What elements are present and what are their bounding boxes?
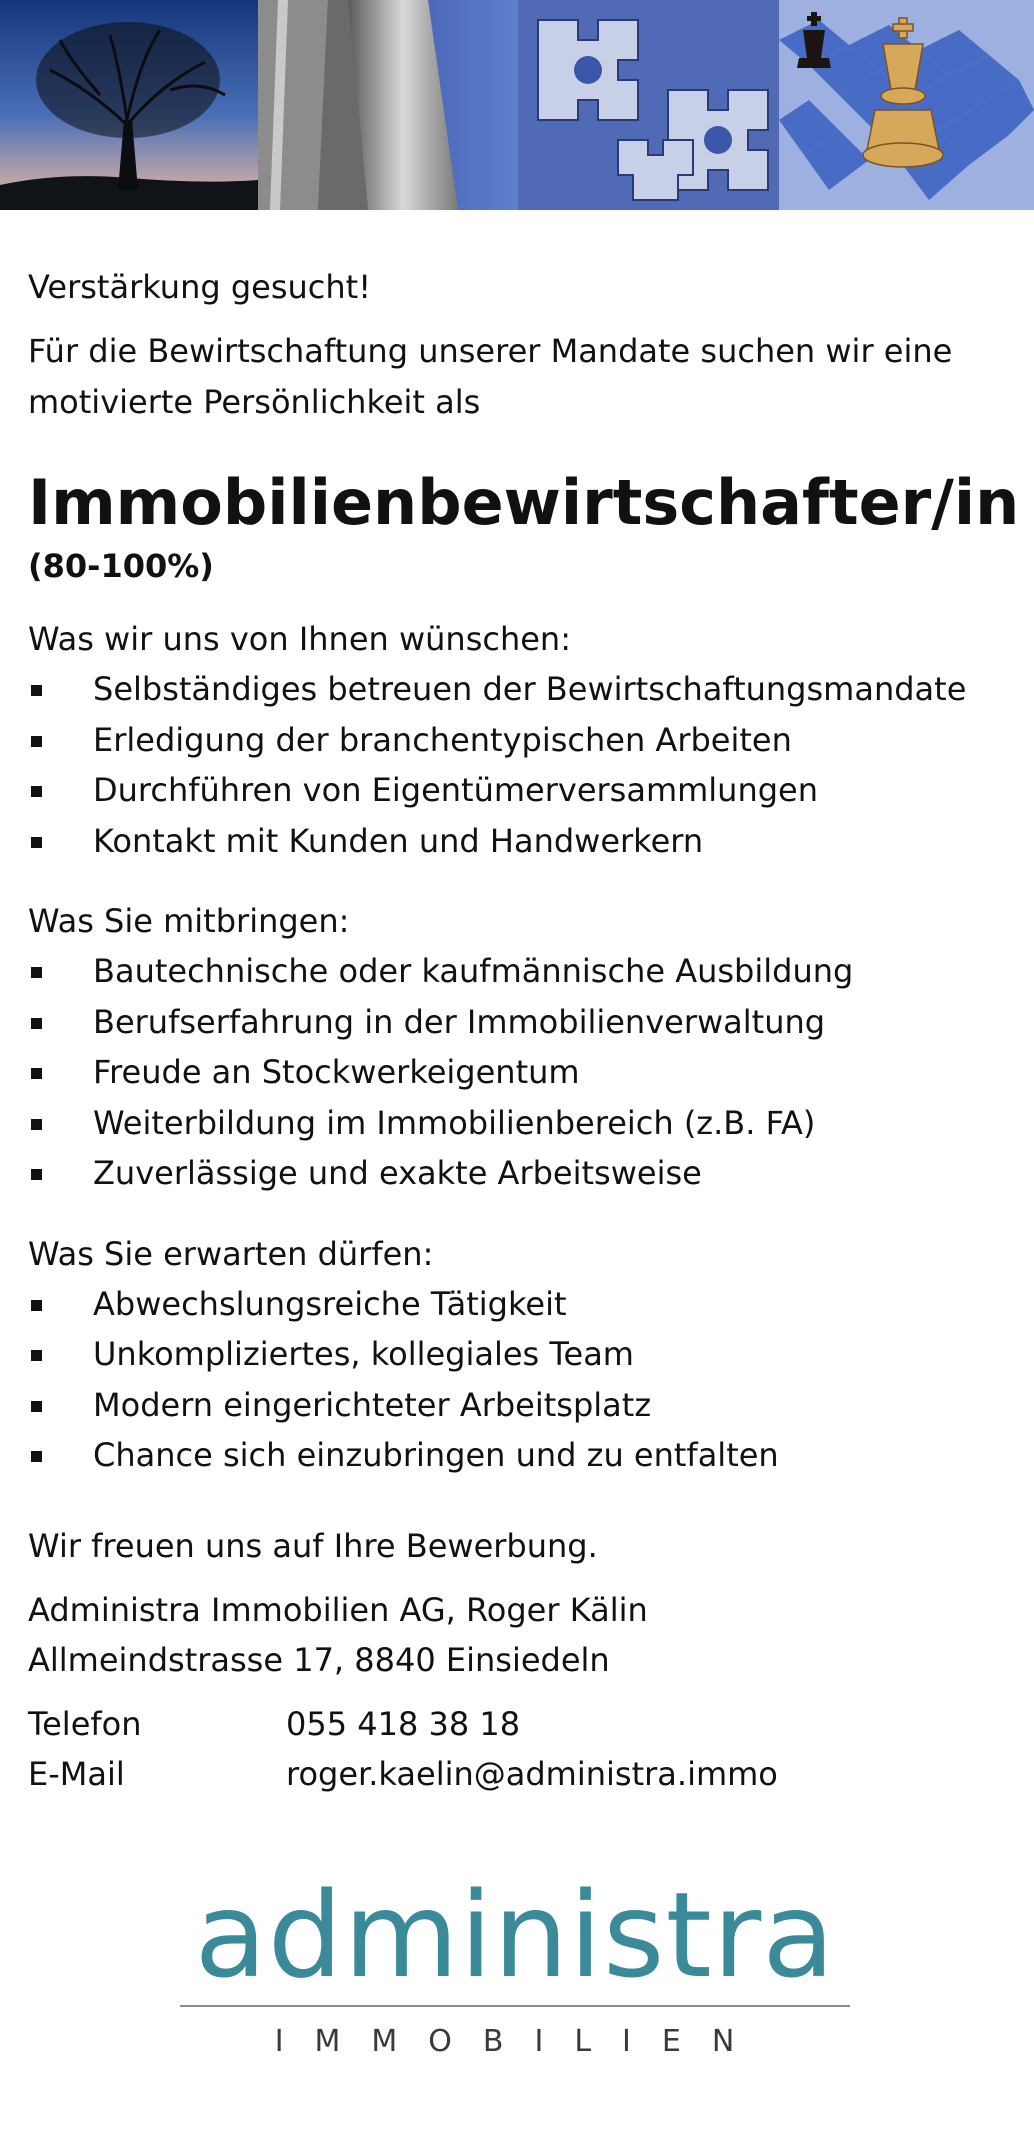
list-item <box>28 1430 1018 1481</box>
tree-photo <box>0 0 258 210</box>
company-logo <box>180 1866 850 2070</box>
contact-block <box>28 1699 1018 1799</box>
contact-phone-row <box>28 1699 1018 1749</box>
contact-email-row <box>28 1749 1018 1799</box>
list-item-text: Bautechnische oder kaufmännische Ausbildung <box>93 952 854 990</box>
intro-text: Für die Bewirtschaftung unserer Mandate suchen wir eine motivierte Persönlichkeit als <box>28 332 953 421</box>
email-link[interactable]: roger.kaelin@administra.immo <box>286 1754 778 1793</box>
section-heading: Was wir uns von Ihnen wünschen: <box>28 620 571 658</box>
list-item <box>28 1098 1018 1149</box>
bullet-square-icon <box>31 1300 42 1311</box>
header-banner <box>0 0 1034 210</box>
company-address <box>28 1585 1018 1685</box>
intro-title: Verstärkung gesucht! <box>28 268 372 306</box>
list-item <box>28 1329 1018 1380</box>
company-name: Administra Immobilien AG, Roger Kälin <box>28 1590 648 1629</box>
list-item <box>28 715 1018 766</box>
phone-value[interactable]: 055 418 38 18 <box>286 1704 521 1743</box>
gears-photo <box>518 0 779 210</box>
list-item <box>28 816 1018 867</box>
bullet-square-icon <box>31 786 42 797</box>
list-item <box>28 997 1018 1048</box>
bullet-square-icon <box>31 1451 42 1462</box>
bullet-square-icon <box>31 1350 42 1361</box>
bullet-list <box>28 1279 1018 1481</box>
bullet-square-icon <box>31 1018 42 1029</box>
bullet-list <box>28 946 1018 1199</box>
closing-text: Wir freuen uns auf Ihre Bewerbung. <box>28 1526 598 1565</box>
bullet-square-icon <box>31 837 42 848</box>
logo-subtitle: IMMOBILIEN <box>274 2024 766 2059</box>
list-item-text: Chance sich einzubringen und zu entfalten <box>93 1436 779 1474</box>
list-item-text: Abwechslungsreiche Tätigkeit <box>93 1284 567 1323</box>
bullet-square-icon <box>31 1068 42 1079</box>
job-workload: (80-100%) <box>28 547 214 585</box>
list-item-text: Unkompliziertes, kollegiales Team <box>93 1335 634 1373</box>
chess-photo <box>779 0 1034 210</box>
company-street: Allmeindstrasse 17, 8840 Einsiedeln <box>28 1640 610 1679</box>
job-title: Immobilienbewirtschafter/in <box>28 466 1020 539</box>
bullet-list <box>28 664 1018 866</box>
list-item-text: Berufserfahrung in der Immobilienverwaltung <box>93 1002 826 1041</box>
section-requirements-tasks <box>28 614 1018 866</box>
list-item <box>28 1380 1018 1431</box>
bullet-square-icon <box>31 736 42 747</box>
list-item-text: Kontakt mit Kunden und Handwerkern <box>93 821 704 860</box>
section-heading: Was Sie erwarten dürfen: <box>28 1234 434 1273</box>
logo-wordmark: administra <box>194 1866 836 2004</box>
list-item-text: Durchführen von Eigentümerversammlungen <box>93 771 819 809</box>
list-item <box>28 946 1018 997</box>
bullet-square-icon <box>31 1119 42 1130</box>
list-item-text: Selbständiges betreuen der Bewirtschaftungsmandate <box>93 670 967 708</box>
list-item <box>28 765 1018 816</box>
list-item-text: Erledigung der branchentypischen Arbeiten <box>93 720 792 759</box>
logo-divider <box>180 2005 850 2007</box>
phone-label: Telefon <box>28 1704 142 1743</box>
bullet-square-icon <box>31 967 42 978</box>
bullet-square-icon <box>31 1401 42 1412</box>
list-item <box>28 664 1018 715</box>
job-ad-content <box>28 262 1018 1799</box>
list-item <box>28 1047 1018 1098</box>
list-item-text: Weiterbildung im Immobilienbereich (z.B. FA) <box>93 1103 816 1142</box>
email-label: E-Mail <box>28 1754 125 1793</box>
list-item-text: Modern eingerichteter Arbeitsplatz <box>93 1385 652 1424</box>
list-item <box>28 1279 1018 1330</box>
list-item-text: Freude an Stockwerkeigentum <box>93 1053 580 1091</box>
bullet-square-icon <box>31 1169 42 1180</box>
column-photo <box>258 0 518 210</box>
section-benefits <box>28 1229 1018 1481</box>
section-heading: Was Sie mitbringen: <box>28 902 350 940</box>
list-item <box>28 1148 1018 1199</box>
bullet-square-icon <box>31 685 42 696</box>
list-item-text: Zuverlässige und exakte Arbeitsweise <box>93 1154 702 1192</box>
section-qualifications <box>28 896 1018 1199</box>
